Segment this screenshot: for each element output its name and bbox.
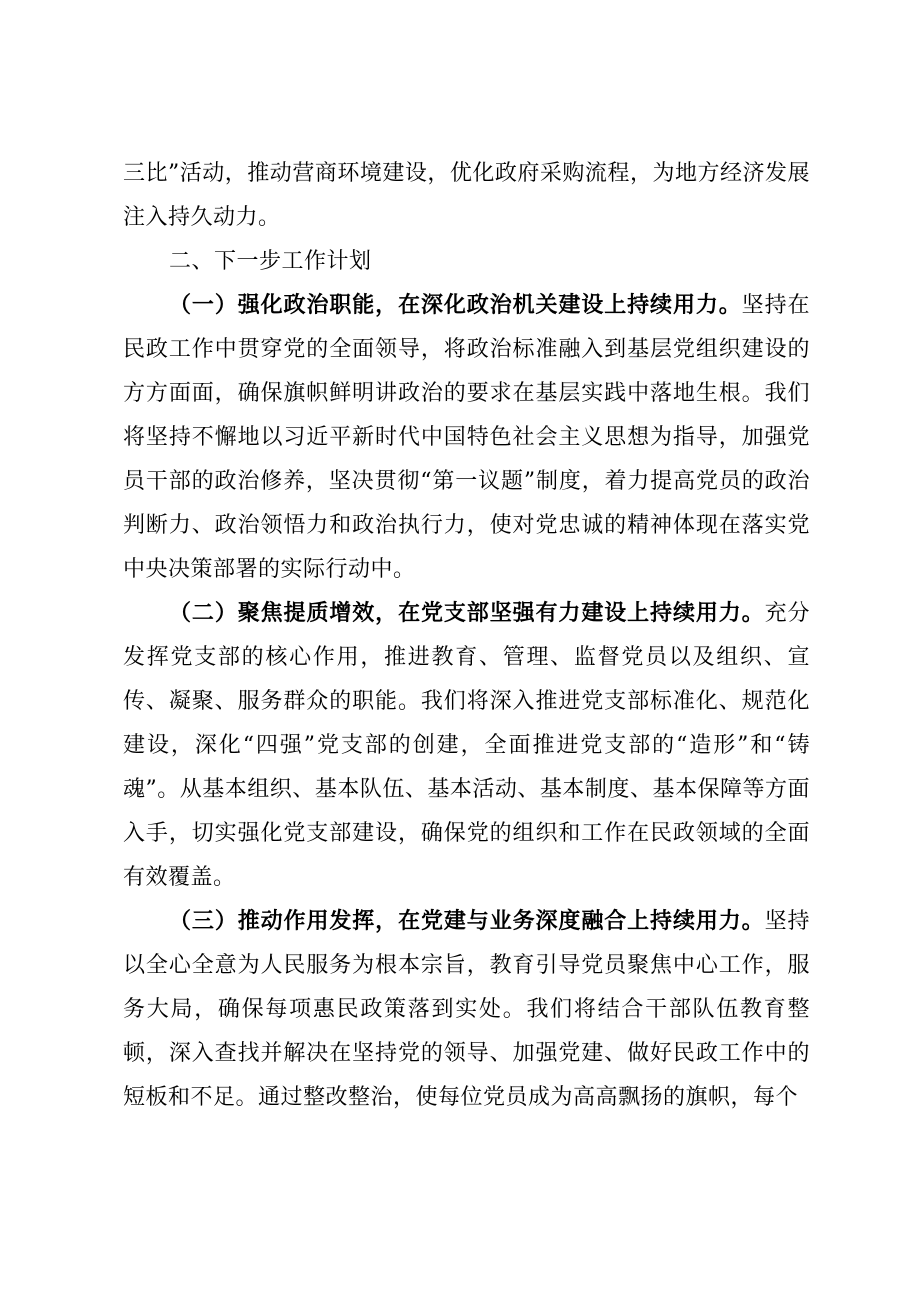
plan-item-1 [123, 284, 810, 592]
plan-item-1-body: 坚持在民政工作中贯穿党的全面领导，将政治标准融入到基层党组织建设的方方面面，确保旗帜鲜明讲政治的要求在基层实践中落地生根。我们将坚持不懈地以习近平新时代中国特色社会主义思想为指导，加强党员干部的政治修养，坚决贯彻“第一议题”制度，着力提高党员的政治判断力、政治领悟力和政治执行力，使对党忠诚的精神体现在落实党中央决策部署的实际行动中。 [123, 293, 810, 582]
section-heading: 二、下一步工作计划 [169, 249, 372, 274]
plan-item-2-body: 充分发挥党支部的核心作用，推进教育、管理、监督党员以及组织、宣传、凝聚、服务群众的职能。我们将深入推进党支部标准化、规范化建设，深化“四强”党支部的创建，全面推进党支部的“造形”和“铸魂”。从基本组织、基本队伍、基本活动、基本制度、基本保障等方面入手，切实强化党支部建设，确保党的组织和工作在民政领域的全面有效覆盖。 [123, 601, 810, 890]
plan-item-3-body: 坚持以全心全意为人民服务为根本宗旨，教育引导党员聚焦中心工作，服务大局，确保每项惠民政策落到实处。我们将结合干部队伍教育整顿，深入查找并解决在坚持党的领导、加强党建、做好民政工作中的短板和不足。通过整改整治，使每位党员成为高高飘扬的旗帜，每个 [123, 909, 810, 1110]
continuation-paragraph: 三比”活动，推动营商环境建设，优化政府采购流程，为地方经济发展注入持久动力。 [123, 161, 810, 230]
plan-item-2-lead: （二）聚焦提质增效，在党支部坚强有力建设上持续用力。 [169, 601, 765, 626]
plan-item-1-lead: （一）强化政治职能，在深化政治机关建设上持续用力。 [169, 293, 742, 318]
plan-item-3-lead: （三）推动作用发挥，在党建与业务深度融合上持续用力。 [169, 909, 765, 934]
plan-item-3 [123, 900, 810, 1120]
document-body [123, 152, 810, 1120]
plan-item-2 [123, 592, 810, 900]
